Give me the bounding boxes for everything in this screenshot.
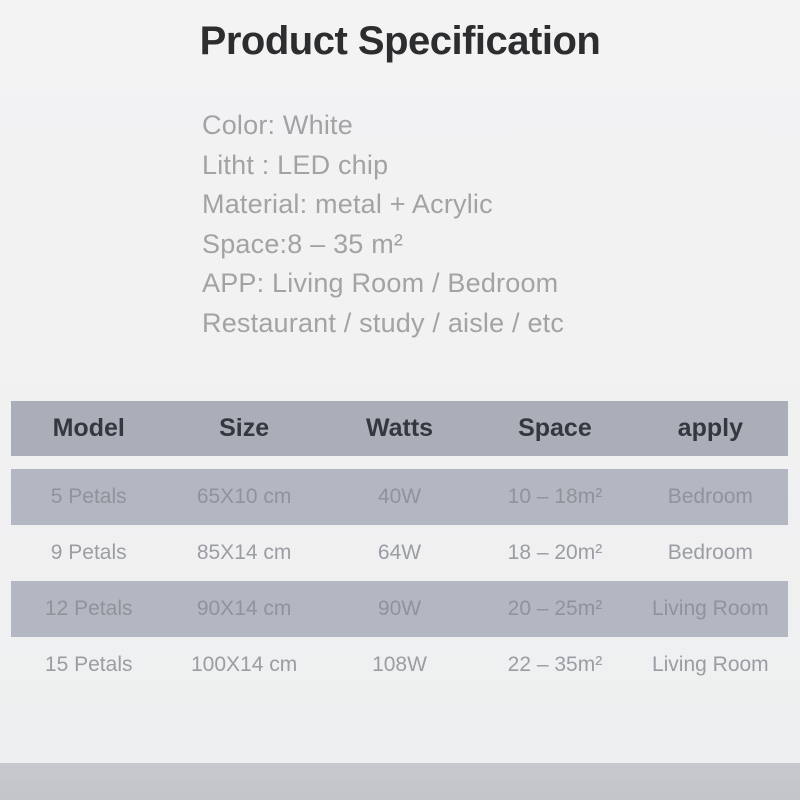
cell-watts: 64W bbox=[377, 541, 422, 564]
table-header-row bbox=[11, 401, 788, 456]
spec-list bbox=[202, 106, 564, 343]
page-title: Product Specification bbox=[199, 19, 601, 63]
table-row bbox=[11, 469, 788, 525]
header-cell-watts: Watts bbox=[365, 414, 434, 442]
spec-line-space: Space:8 – 35 m² bbox=[202, 228, 404, 259]
cell-model: 9 Petals bbox=[50, 541, 127, 564]
table-row bbox=[11, 637, 788, 693]
product-spec-table bbox=[11, 401, 788, 693]
table-row bbox=[11, 525, 788, 581]
spec-line-app: APP: Living Room / Bedroom bbox=[202, 268, 559, 298]
cell-apply: Bedroom bbox=[667, 485, 753, 508]
spec-line-material: Material: metal + Acrylic bbox=[202, 189, 493, 219]
cell-size: 85X14 cm bbox=[196, 541, 292, 564]
cell-space: 10 – 18m² bbox=[507, 485, 603, 508]
cell-watts: 90W bbox=[377, 597, 422, 620]
cell-space: 18 – 20m² bbox=[507, 541, 603, 564]
table-row bbox=[11, 581, 788, 637]
cell-watts: 108W bbox=[372, 653, 427, 676]
header-cell-space: Space bbox=[518, 414, 592, 442]
cell-watts: 40W bbox=[377, 485, 422, 508]
cell-size: 65X10 cm bbox=[196, 485, 292, 508]
cell-apply: Living Room bbox=[651, 653, 769, 676]
spec-line-color: Color: White bbox=[202, 110, 353, 140]
cell-apply: Living Room bbox=[651, 597, 769, 620]
cell-apply: Bedroom bbox=[667, 541, 753, 564]
cell-space: 22 – 35m² bbox=[507, 653, 603, 676]
header-cell-model: Model bbox=[52, 414, 125, 442]
spec-line-app-cont: Restaurant / study / aisle / etc bbox=[202, 307, 565, 338]
cell-model: 12 Petals bbox=[44, 597, 133, 620]
cell-size: 90X14 cm bbox=[196, 597, 292, 620]
bottom-surface-strip bbox=[0, 763, 800, 800]
cell-model: 15 Petals bbox=[44, 653, 133, 676]
spec-line-light: Litht : LED chip bbox=[202, 149, 389, 180]
header-cell-size: Size bbox=[219, 414, 270, 442]
cell-size: 100X14 cm bbox=[190, 653, 298, 676]
cell-model: 5 Petals bbox=[50, 485, 127, 508]
header-cell-apply: apply bbox=[677, 414, 743, 442]
cell-space: 20 – 25m² bbox=[507, 597, 603, 620]
